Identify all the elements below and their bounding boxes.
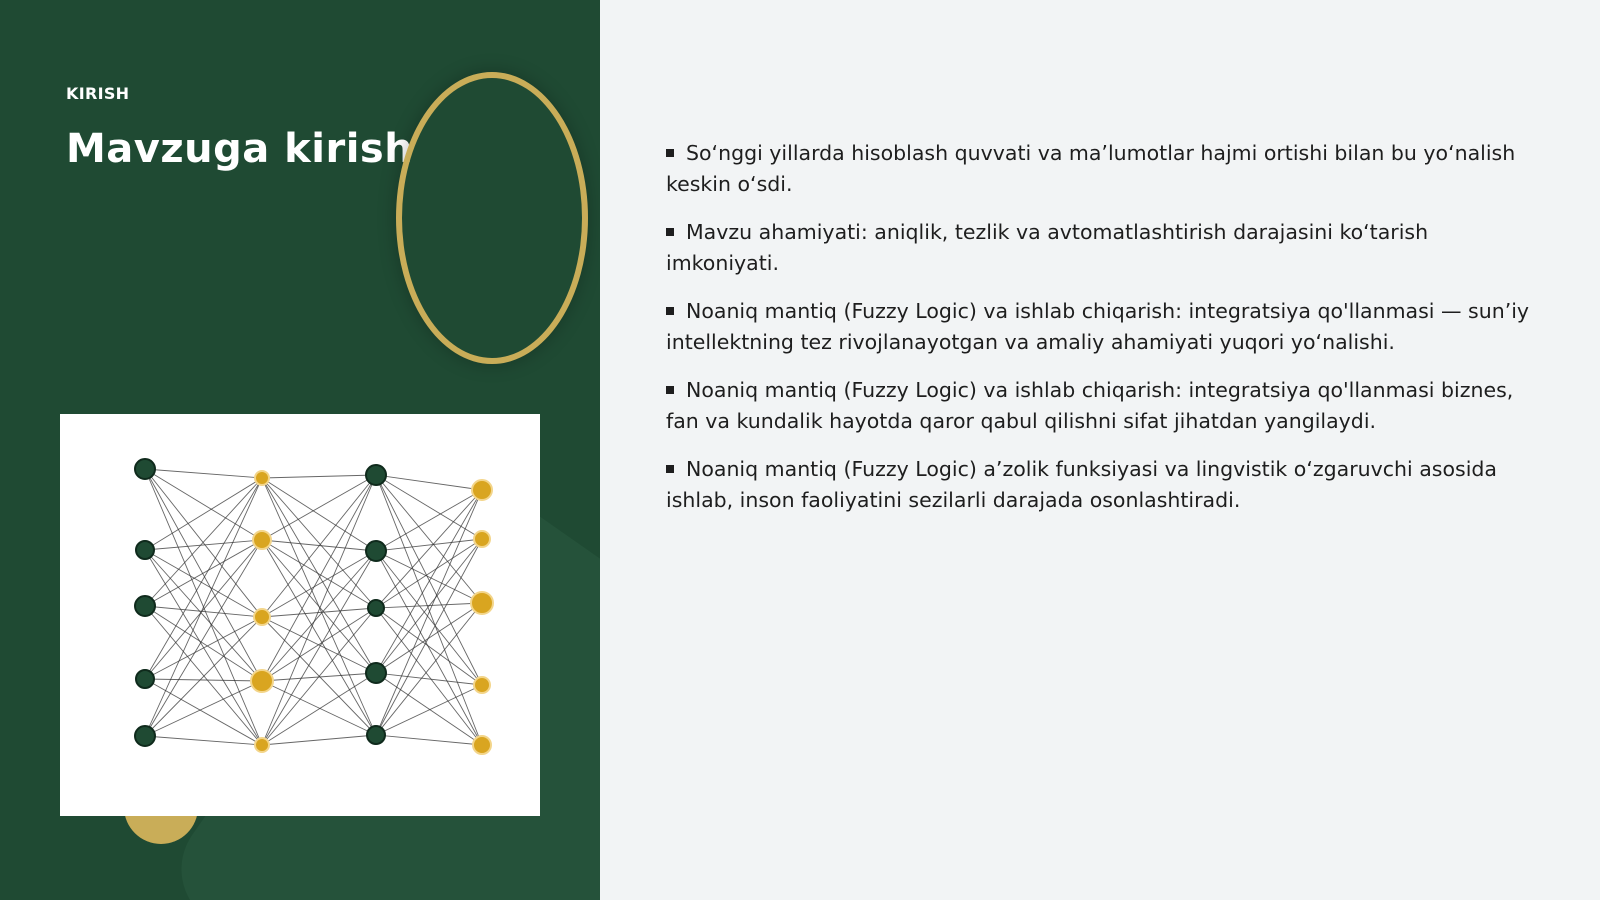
- network-node: [254, 609, 270, 625]
- bullet-text: Mavzu ahamiyati: aniqlik, tezlik va avtomatlashtirish darajasini ko‘tarish imkoniyati.: [666, 220, 1429, 275]
- network-edge: [145, 606, 262, 745]
- bullet-item: [666, 375, 1546, 437]
- bullet-item: [666, 454, 1546, 516]
- network-node: [136, 541, 154, 559]
- network-node: [474, 531, 490, 547]
- network-edge: [376, 490, 482, 735]
- illustration-card: [60, 414, 540, 816]
- network-node: [474, 677, 490, 693]
- network-node: [255, 471, 269, 485]
- network-edge: [376, 475, 482, 745]
- network-edge: [145, 540, 262, 606]
- network-node: [136, 670, 154, 688]
- network-edge: [145, 469, 262, 540]
- network-edges: [145, 469, 482, 745]
- network-edge: [262, 540, 376, 735]
- network-node: [135, 726, 155, 746]
- slide-title: Mavzuga kirish: [66, 126, 414, 172]
- network-edge: [376, 490, 482, 673]
- network-edge: [145, 478, 262, 550]
- bullet-text: Noaniq mantiq (Fuzzy Logic) va ishlab chiqarish: integratsiya qo'llanmasi biznes, fan va kundalik hayotda qaror qabul qilishni sifat jihatdan yangilaydi.: [666, 378, 1514, 433]
- network-node: [366, 541, 386, 561]
- network-node: [368, 600, 384, 616]
- bullet-marker: [666, 149, 674, 157]
- network-edge: [145, 736, 262, 745]
- bullet-item: [666, 138, 1546, 200]
- network-edge: [262, 551, 376, 745]
- network-node: [471, 592, 493, 614]
- network-edge: [262, 673, 376, 745]
- bullet-marker: [666, 228, 674, 236]
- network-edge: [145, 540, 262, 679]
- network-edge: [145, 469, 262, 478]
- network-node: [472, 480, 492, 500]
- network-edge: [262, 475, 376, 478]
- network-node: [367, 726, 385, 744]
- network-edge: [376, 673, 482, 685]
- bullet-marker: [666, 307, 674, 315]
- network-edge: [376, 735, 482, 745]
- network-edge: [145, 478, 262, 606]
- network-edge: [376, 608, 482, 745]
- network-edge: [262, 540, 376, 608]
- section-label: KIRISH: [66, 84, 130, 103]
- network-node: [251, 670, 273, 692]
- network-node: [135, 459, 155, 479]
- bullet-item: [666, 296, 1546, 358]
- bullet-text: So‘nggi yillarda hisoblash quvvati va ma’lumotlar hajmi ortishi bilan bu yo‘nalish keskin o‘sdi.: [666, 141, 1516, 196]
- network-edge: [376, 490, 482, 551]
- network-node: [255, 738, 269, 752]
- network-edge: [262, 608, 376, 745]
- network-edge: [262, 475, 376, 617]
- network-node: [135, 596, 155, 616]
- network-edge: [145, 617, 262, 736]
- network-node: [253, 531, 271, 549]
- network-edge: [376, 608, 482, 685]
- network-edge: [376, 673, 482, 745]
- bullet-marker: [666, 465, 674, 473]
- network-node: [473, 736, 491, 754]
- network-node: [366, 663, 386, 683]
- network-edge: [262, 681, 376, 735]
- network-edge: [262, 478, 376, 608]
- network-node: [366, 465, 386, 485]
- bullet-item: [666, 217, 1546, 279]
- network-edge: [376, 551, 482, 685]
- network-edge: [262, 475, 376, 681]
- bullet-text: Noaniq mantiq (Fuzzy Logic) va ishlab chiqarish: integratsiya qo'llanmasi — sun’iy intellektning tez rivojlanayotgan va amaliy ahamiyati yuqori yo‘nalishi.: [666, 299, 1530, 354]
- bullet-marker: [666, 386, 674, 394]
- network-edge: [262, 735, 376, 745]
- network-edge: [376, 475, 482, 603]
- neural-network-icon: [60, 414, 540, 816]
- network-edge: [145, 679, 262, 681]
- left-panel: [0, 0, 600, 900]
- content-area: [666, 138, 1546, 533]
- bullet-text: Noaniq mantiq (Fuzzy Logic) a’zolik funksiyasi va lingvistik o‘zgaruvchi asosida ishlab, inson faoliyatini sezilarli darajada osonlashtiradi.: [666, 457, 1497, 512]
- network-edge: [262, 540, 376, 673]
- network-edge: [376, 475, 482, 490]
- network-edge: [376, 685, 482, 735]
- decorative-ring: [396, 72, 588, 364]
- network-edge: [145, 469, 262, 617]
